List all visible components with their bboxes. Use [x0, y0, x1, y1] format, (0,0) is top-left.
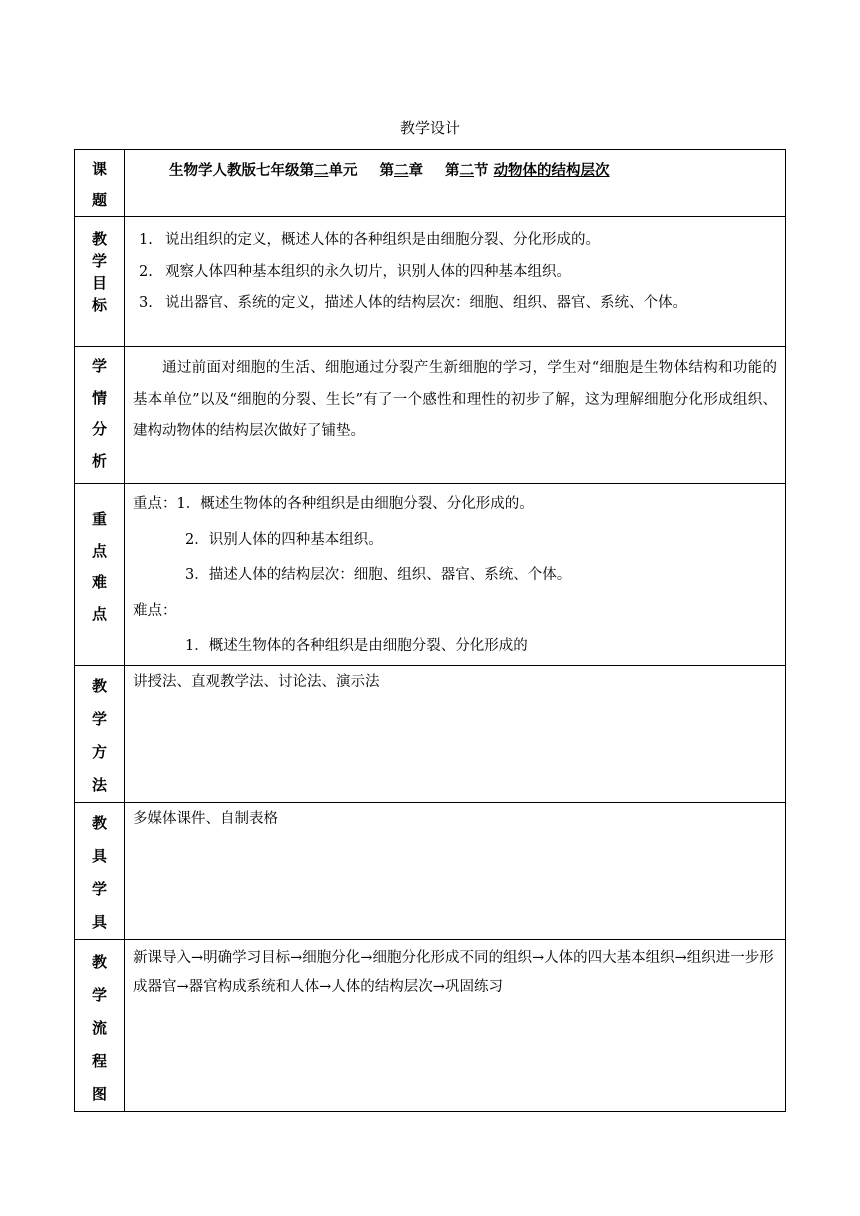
list-item: 3. 说出器官、系统的定义，描述人体的结构层次：细胞、组织、器官、系统、个体。	[139, 295, 687, 311]
tools-text: 多媒体课件、自制表格	[133, 810, 278, 827]
tools-row	[75, 802, 786, 939]
goals-list	[125, 217, 785, 320]
students-label: 学 情 分 析	[75, 347, 125, 484]
flow-row	[75, 939, 786, 1111]
methods-label: 教 学 方 法	[75, 665, 125, 802]
topic-content	[125, 150, 786, 217]
difficult-label: 难点：	[133, 602, 177, 619]
unit-number: 二	[314, 163, 329, 179]
goals-row	[75, 217, 786, 347]
lesson-plan-table	[74, 149, 786, 1112]
flow-content	[125, 939, 786, 1111]
methods-text: 讲授法、直观教学法、讨论法、演示法	[133, 673, 380, 690]
flow-label: 教 学 流 程 图	[75, 939, 125, 1111]
section-number: 二	[459, 163, 474, 179]
goals-content	[125, 217, 786, 347]
methods-content	[125, 665, 786, 802]
chapter-number: 二	[394, 163, 409, 179]
difficult-item: 1．概述生物体的各种组织是由细胞分裂、分化形成的	[185, 638, 528, 654]
section-title: 动物体的结构层次	[493, 163, 610, 179]
flow-text: 新课导入→明确学习目标→细胞分化→细胞分化形成不同的组织→人体的四大基本组织→组织进一步形成器官→器官构成系统和人体→人体的结构层次→巩固练习	[133, 949, 774, 995]
key-points-content	[125, 484, 786, 666]
key-point-item: 重点：1．概述生物体的各种组织是由细胞分裂、分化形成的。	[133, 496, 534, 512]
topic-label: 课 题	[75, 150, 125, 217]
topic-row	[75, 150, 786, 217]
document-title: 教学设计	[399, 119, 460, 137]
goals-label: 教 学 目 标	[75, 217, 125, 347]
methods-row	[75, 665, 786, 802]
students-text: 通过前面对细胞的生活、细胞通过分裂产生新细胞的学习，学生对“细胞是生物体结构和功能的基本单位”以及“细胞的分裂、生长”有了一个感性和理性的初步了解，这为理解细胞分化形成组织、建构动物体的结构层次做好了铺垫。	[133, 360, 777, 439]
list-item: 1. 说出组织的定义，概述人体的各种组织是由细胞分裂、分化形成的。	[139, 232, 600, 248]
key-points-row	[75, 484, 786, 666]
students-content	[125, 347, 786, 484]
key-point-item: 3．描述人体的结构层次：细胞、组织、器官、系统、个体。	[185, 567, 572, 583]
students-row	[75, 347, 786, 484]
tools-content	[125, 802, 786, 939]
tools-label: 教 具 学 具	[75, 802, 125, 939]
list-item: 2. 观察人体四种基本组织的永久切片，识别人体的四种基本组织。	[139, 263, 571, 280]
key-point-item: 2．识别人体的四种基本组织。	[185, 531, 383, 548]
topic-line: 生物学人教版七年级第二单元 第二章 第二节 动物体的结构层次	[169, 163, 610, 179]
key-points-label: 重 点 难 点	[75, 484, 125, 666]
